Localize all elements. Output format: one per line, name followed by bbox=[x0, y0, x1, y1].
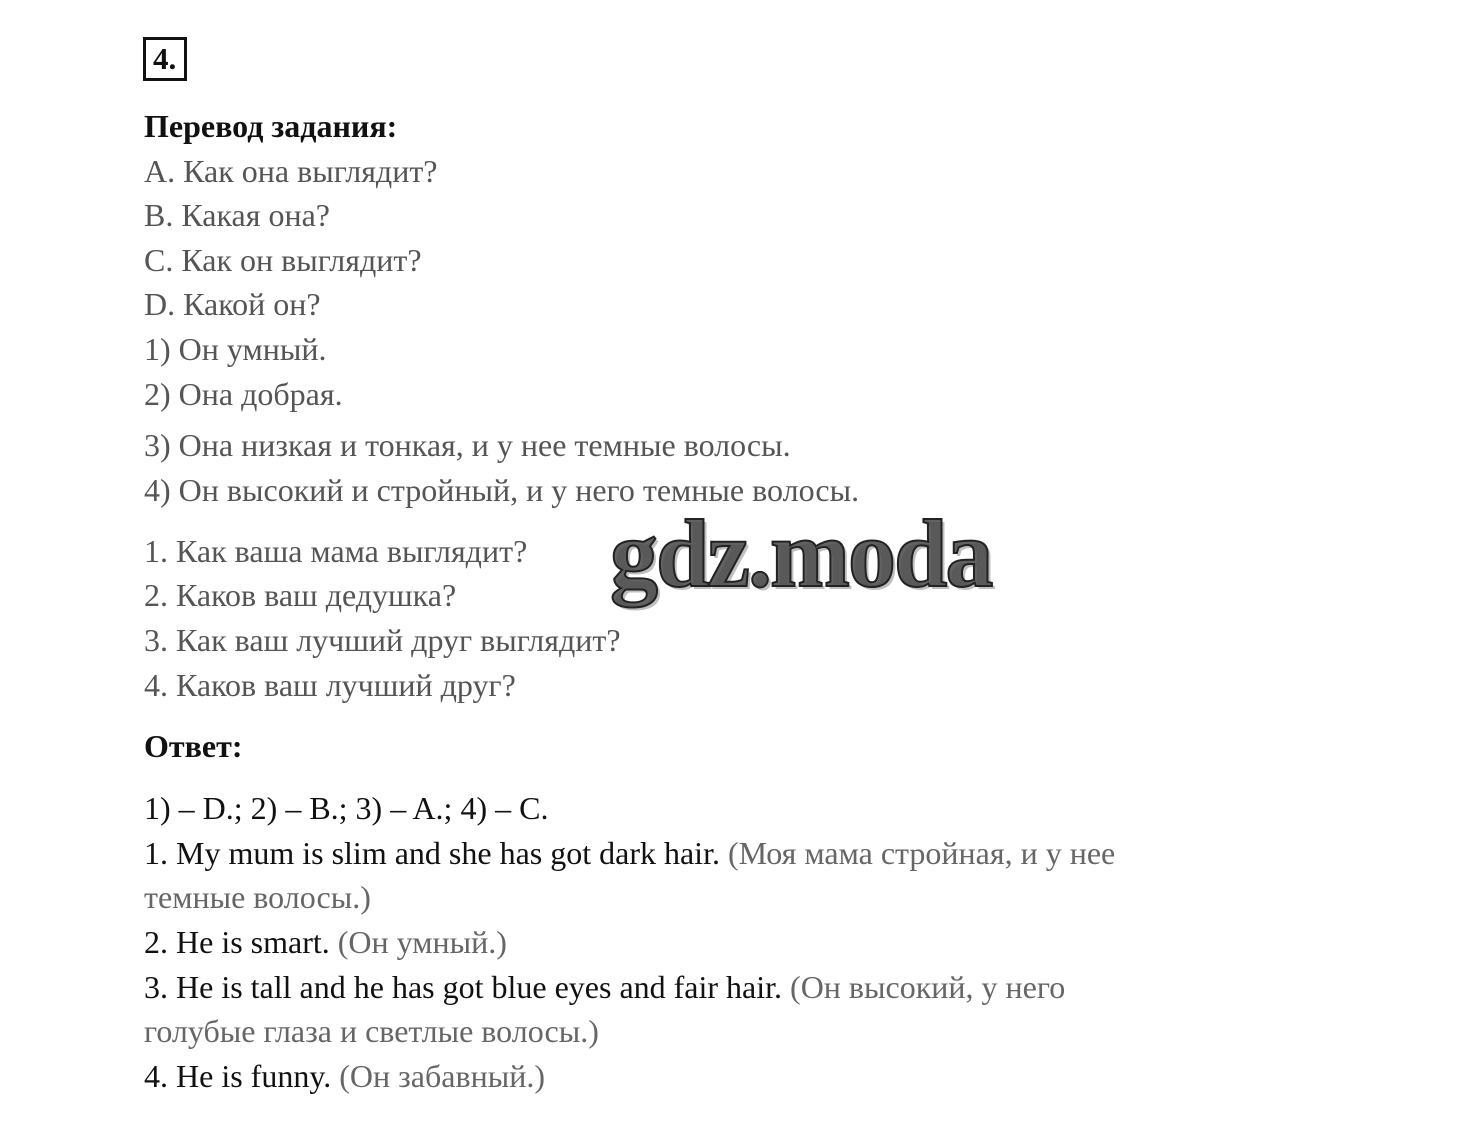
translation-line: 3) Она низкая и тонкая, и у нее темные волосы. bbox=[144, 427, 791, 463]
translation-heading: Перевод задания: bbox=[144, 108, 398, 144]
translation-line: 4) Он высокий и стройный, и у него темные волосы. bbox=[144, 472, 860, 508]
watermark-logo: gdz.moda bbox=[610, 500, 992, 607]
answer-heading: Ответ: bbox=[144, 728, 243, 764]
translation-line: B. Какая она? bbox=[144, 197, 330, 233]
answer-line bbox=[144, 835, 1115, 871]
answer-russian-cont: голубые глаза и светлые волосы.) bbox=[144, 1013, 599, 1049]
translation-line: A. Как она выглядит? bbox=[144, 153, 438, 189]
answer-line bbox=[144, 924, 507, 960]
answer-english: 4. He is funny. bbox=[144, 1058, 332, 1094]
answer-russian: (Он высокий, у него bbox=[790, 969, 1066, 1005]
answer-line bbox=[144, 1058, 545, 1094]
answer-russian-cont: темные волосы.) bbox=[144, 879, 371, 915]
matching-answer: 1) – D.; 2) – B.; 3) – A.; 4) – C. bbox=[144, 790, 549, 826]
question-line: 4. Каков ваш лучший друг? bbox=[144, 667, 516, 703]
question-line: 2. Каков ваш дедушка? bbox=[144, 577, 457, 613]
answer-russian: (Он забавный.) bbox=[339, 1058, 545, 1094]
answer-english: 3. He is tall and he has got blue eyes and fair hair. bbox=[144, 969, 783, 1005]
question-line: 3. Как ваш лучший друг выглядит? bbox=[144, 622, 621, 658]
translation-line: 1) Он умный. bbox=[144, 331, 327, 367]
question-line: 1. Как ваша мама выглядит? bbox=[144, 533, 528, 569]
answer-english: 2. He is smart. bbox=[144, 924, 330, 960]
answer-russian: (Он умный.) bbox=[337, 924, 507, 960]
translation-line: D. Какой он? bbox=[144, 286, 321, 322]
answer-russian: (Моя мама стройная, и у нее bbox=[727, 835, 1116, 871]
answer-line bbox=[144, 969, 1065, 1005]
answer-english: 1. My mum is slim and she has got dark hair. bbox=[144, 835, 720, 871]
translation-line: 2) Она добрая. bbox=[144, 376, 343, 412]
task-number: 4. bbox=[143, 37, 187, 81]
translation-line: C. Как он выглядит? bbox=[144, 242, 422, 278]
